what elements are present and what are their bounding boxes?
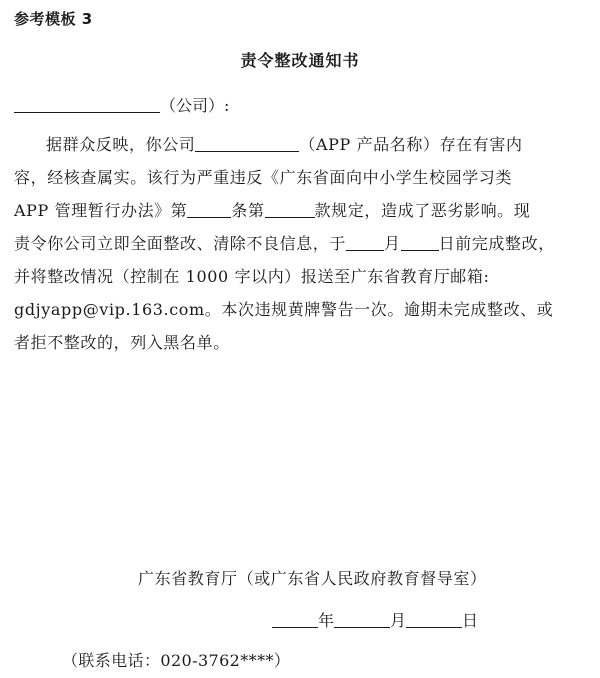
day-blank: [406, 611, 462, 628]
salutation-suffix: （公司）:: [160, 96, 230, 115]
body-line-2: 容，经核查属实。该行为严重违反《广东省面向中小学生校园学习类: [14, 168, 513, 187]
body-line-3: APP 管理暂行办法》第 条第 款规定，造成了恶劣影响。现: [14, 201, 531, 220]
app-name-blank: [195, 135, 299, 152]
template-label: 参考模板 3: [14, 10, 93, 28]
body-line-5: 并将整改情况（控制在 1000 字以内）报送至广东省教育厅邮箱:: [14, 267, 490, 286]
body-line-7: 者拒不整改的，列入黑名单。: [14, 333, 230, 352]
body-line-1: 据群众反映，你公司 （APP 产品名称）存在有害内: [46, 135, 523, 154]
body-line-4: 责令你公司立即全面整改、清除不良信息，于 月 日前完成整改，: [14, 234, 555, 253]
company-name-blank: [14, 96, 160, 113]
issuing-organization: 广东省教育厅（或广东省人民政府教育督导室）: [138, 569, 487, 588]
deadline-month-blank: [346, 234, 384, 251]
clause-number-blank: [265, 201, 315, 218]
document-title: 责令整改通知书: [240, 51, 360, 70]
signature-date: 年 月 日: [272, 608, 478, 631]
month-blank: [334, 611, 390, 628]
deadline-day-blank: [401, 234, 439, 251]
contact-phone: （联系电话：020-3762****）: [62, 651, 291, 670]
year-blank: [272, 611, 318, 628]
salutation: [14, 96, 229, 116]
article-number-blank: [187, 201, 231, 218]
notice-body: [14, 128, 594, 359]
body-line-6: gdjyapp@vip.163.com。本次违规黄牌警告一次。逾期未完成整改、或: [14, 300, 554, 319]
